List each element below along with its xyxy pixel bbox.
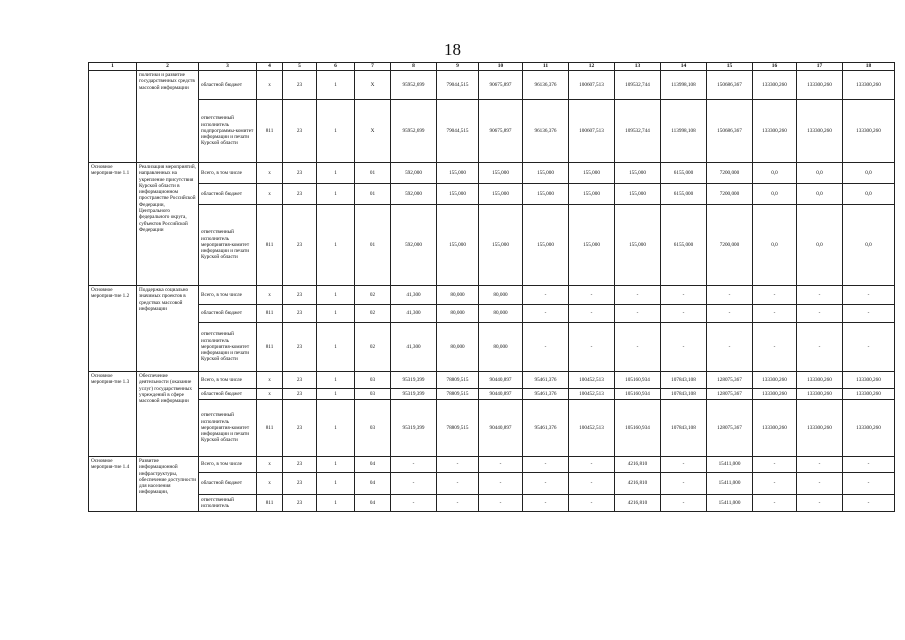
table-row (89, 495, 895, 512)
column-header: 2 (137, 63, 199, 71)
value-cell: 150686,367 (707, 71, 753, 100)
value-cell: 811 (257, 100, 283, 163)
value-cell: 78809,515 (437, 400, 479, 457)
value-cell: - (569, 323, 615, 372)
value-cell: - (753, 457, 797, 473)
value-cell: 90440,897 (479, 389, 523, 400)
value-cell: 03 (355, 400, 391, 457)
value-cell: 0,0 (797, 205, 843, 286)
value-cell: - (797, 305, 843, 323)
column-header: 8 (391, 63, 437, 71)
value-cell: 04 (355, 495, 391, 512)
value-cell: - (569, 473, 615, 495)
value-cell: - (753, 305, 797, 323)
value-cell: - (479, 473, 523, 495)
funding-source-cell: областной бюджет (199, 71, 257, 100)
value-cell: 4216,810 (615, 495, 661, 512)
table-row (89, 100, 895, 163)
value-cell: 133300,260 (797, 100, 843, 163)
value-cell: 128075,367 (707, 372, 753, 389)
column-header: 9 (437, 63, 479, 71)
value-cell: - (661, 286, 707, 305)
value-cell: 01 (355, 184, 391, 205)
row-title-cell: политики и развитие государственных средств массовой информации (137, 71, 199, 163)
value-cell: 133300,260 (843, 372, 895, 389)
column-header: 17 (797, 63, 843, 71)
value-cell: 100452,513 (569, 372, 615, 389)
value-cell: - (797, 495, 843, 512)
value-cell: - (523, 495, 569, 512)
value-cell: - (797, 323, 843, 372)
table-row (89, 457, 895, 473)
value-cell: 23 (283, 372, 317, 389)
funding-source-cell: областной бюджет (199, 473, 257, 495)
value-cell: 90675,897 (479, 100, 523, 163)
table-row (89, 184, 895, 205)
row-title-cell: Реализация мероприятий, направленных на укрепление присутствия Курской области в информационном пространстве Российской Федерации, Центрального федерального округа, субъектов Российской Федерации (137, 163, 199, 286)
table-row (89, 71, 895, 100)
value-cell: 133300,260 (753, 389, 797, 400)
value-cell: 7200,000 (707, 163, 753, 184)
value-cell: 155,000 (479, 205, 523, 286)
row-title-cell: Развитие информационной инфраструктуры, обеспечение доступности для населения информации, (137, 457, 199, 512)
value-cell: 1 (317, 473, 355, 495)
value-cell: 592,000 (391, 184, 437, 205)
value-cell: - (569, 305, 615, 323)
value-cell: 105160,934 (615, 389, 661, 400)
value-cell: 95952,699 (391, 100, 437, 163)
value-cell: 100607,513 (569, 100, 615, 163)
value-cell: 04 (355, 457, 391, 473)
column-header: 13 (615, 63, 661, 71)
column-header: 4 (257, 63, 283, 71)
value-cell: 23 (283, 495, 317, 512)
table-row (89, 473, 895, 495)
value-cell: 1 (317, 163, 355, 184)
value-cell: x (257, 71, 283, 100)
value-cell: 155,000 (615, 184, 661, 205)
value-cell: 6155,000 (661, 205, 707, 286)
value-cell: - (437, 473, 479, 495)
value-cell: 01 (355, 205, 391, 286)
value-cell: 133300,260 (843, 389, 895, 400)
value-cell: x (257, 163, 283, 184)
value-cell: 4216,810 (615, 457, 661, 473)
value-cell: 133300,260 (797, 372, 843, 389)
value-cell: 150686,367 (707, 100, 753, 163)
value-cell: 0,0 (843, 205, 895, 286)
value-cell: 80,000 (437, 323, 479, 372)
value-cell: 1 (317, 205, 355, 286)
value-cell: 03 (355, 372, 391, 389)
column-header: 15 (707, 63, 753, 71)
column-header: 6 (317, 63, 355, 71)
value-cell: 128075,367 (707, 400, 753, 457)
value-cell: 95461,376 (523, 389, 569, 400)
funding-source-cell: ответственный исполнитель мероприятия-комитет информации и печати Курской области (199, 205, 257, 286)
value-cell: x (257, 473, 283, 495)
funding-source-cell: ответственный исполнитель подпрограммы-комитет информации и печати Курской области (199, 100, 257, 163)
row-title-cell: Обеспечение деятельности (оказание услуг) государственных учреждений в сфере массовой информации (137, 372, 199, 457)
value-cell: 23 (283, 205, 317, 286)
value-cell: - (661, 323, 707, 372)
value-cell: 109532,744 (615, 100, 661, 163)
value-cell: 78809,515 (437, 389, 479, 400)
value-cell: 23 (283, 457, 317, 473)
value-cell: 133300,260 (797, 400, 843, 457)
table-row (89, 323, 895, 372)
value-cell: 80,000 (437, 305, 479, 323)
row-code-cell: Основное мероприя-тие 1.3 (89, 372, 137, 457)
funding-source-cell: Всего, в том числе (199, 286, 257, 305)
value-cell: - (843, 305, 895, 323)
table-row (89, 286, 895, 305)
value-cell: - (843, 286, 895, 305)
value-cell: 7200,000 (707, 184, 753, 205)
value-cell: 128075,367 (707, 389, 753, 400)
value-cell: 90440,897 (479, 372, 523, 389)
value-cell: X (355, 71, 391, 100)
value-cell: - (569, 495, 615, 512)
funding-source-cell: областной бюджет (199, 305, 257, 323)
value-cell: 95319,399 (391, 400, 437, 457)
page-number: 18 (444, 40, 461, 59)
value-cell: 113998,108 (661, 71, 707, 100)
value-cell: 15411,000 (707, 473, 753, 495)
value-cell: 1 (317, 457, 355, 473)
funding-source-cell: Всего, в том числе (199, 163, 257, 184)
value-cell: 02 (355, 286, 391, 305)
value-cell: 155,000 (437, 163, 479, 184)
value-cell: 811 (257, 323, 283, 372)
value-cell: - (523, 473, 569, 495)
budget-table (88, 62, 895, 512)
value-cell: 23 (283, 305, 317, 323)
value-cell: 90675,897 (479, 71, 523, 100)
value-cell: x (257, 457, 283, 473)
value-cell: 0,0 (843, 184, 895, 205)
value-cell: 6155,000 (661, 163, 707, 184)
value-cell: 23 (283, 100, 317, 163)
value-cell: x (257, 184, 283, 205)
row-code-cell: Основное мероприя-тие 1.4 (89, 457, 137, 512)
value-cell: - (391, 457, 437, 473)
value-cell: 41,300 (391, 286, 437, 305)
value-cell: 105160,934 (615, 372, 661, 389)
value-cell: - (523, 286, 569, 305)
value-cell: - (797, 457, 843, 473)
value-cell: 95461,376 (523, 400, 569, 457)
value-cell: 100607,513 (569, 71, 615, 100)
value-cell: 133300,260 (753, 71, 797, 100)
value-cell: 1 (317, 71, 355, 100)
value-cell: 95952,699 (391, 71, 437, 100)
column-header: 10 (479, 63, 523, 71)
value-cell: 133300,260 (797, 389, 843, 400)
column-header: 5 (283, 63, 317, 71)
table-row (89, 400, 895, 457)
value-cell: 6155,000 (661, 184, 707, 205)
value-cell: - (523, 305, 569, 323)
value-cell: 23 (283, 286, 317, 305)
value-cell: 04 (355, 473, 391, 495)
value-cell: 133300,260 (843, 100, 895, 163)
value-cell: 90440,897 (479, 400, 523, 457)
value-cell: 133300,260 (843, 400, 895, 457)
value-cell: - (797, 286, 843, 305)
value-cell: 23 (283, 323, 317, 372)
value-cell: 95319,399 (391, 389, 437, 400)
value-cell: - (391, 473, 437, 495)
column-header: 3 (199, 63, 257, 71)
value-cell: 109532,744 (615, 71, 661, 100)
value-cell: - (843, 457, 895, 473)
table-row (89, 372, 895, 389)
value-cell: 23 (283, 473, 317, 495)
value-cell: 1 (317, 400, 355, 457)
value-cell: 03 (355, 389, 391, 400)
value-cell: 133300,260 (753, 400, 797, 457)
funding-source-cell: ответственный исполнитель мероприятия-комитет информации и печати Курской области (199, 323, 257, 372)
value-cell: 155,000 (569, 184, 615, 205)
value-cell: - (523, 457, 569, 473)
column-header: 16 (753, 63, 797, 71)
value-cell: 107843,108 (661, 389, 707, 400)
value-cell: 155,000 (437, 184, 479, 205)
value-cell: 133300,260 (753, 100, 797, 163)
value-cell: 41,300 (391, 323, 437, 372)
value-cell: - (437, 457, 479, 473)
value-cell: 100452,513 (569, 389, 615, 400)
value-cell: x (257, 372, 283, 389)
value-cell: 23 (283, 400, 317, 457)
value-cell: 41,300 (391, 305, 437, 323)
value-cell: 155,000 (569, 205, 615, 286)
value-cell: 107843,108 (661, 400, 707, 457)
value-cell: 113998,108 (661, 100, 707, 163)
funding-source-cell: Всего, в том числе (199, 457, 257, 473)
value-cell: - (615, 286, 661, 305)
value-cell: x (257, 286, 283, 305)
value-cell: 80,000 (479, 323, 523, 372)
value-cell: - (569, 457, 615, 473)
value-cell: 133300,260 (753, 372, 797, 389)
value-cell: 0,0 (753, 184, 797, 205)
value-cell: x (257, 389, 283, 400)
value-cell: - (661, 495, 707, 512)
value-cell: 23 (283, 71, 317, 100)
value-cell: 155,000 (569, 163, 615, 184)
value-cell: - (707, 305, 753, 323)
value-cell: - (753, 473, 797, 495)
value-cell: 811 (257, 400, 283, 457)
value-cell: 02 (355, 323, 391, 372)
value-cell: 80,000 (479, 305, 523, 323)
value-cell: 155,000 (615, 205, 661, 286)
value-cell: 01 (355, 163, 391, 184)
value-cell: 811 (257, 495, 283, 512)
value-cell: - (843, 473, 895, 495)
value-cell: 78809,515 (437, 372, 479, 389)
value-cell: 155,000 (479, 184, 523, 205)
value-cell: 155,000 (523, 163, 569, 184)
row-code-cell (89, 71, 137, 163)
value-cell: - (437, 495, 479, 512)
value-cell: - (391, 495, 437, 512)
value-cell: - (753, 286, 797, 305)
column-header: 11 (523, 63, 569, 71)
value-cell: 23 (283, 163, 317, 184)
value-cell: 155,000 (523, 184, 569, 205)
value-cell: 133300,260 (843, 71, 895, 100)
value-cell: - (479, 495, 523, 512)
value-cell: 02 (355, 305, 391, 323)
value-cell: 80,000 (437, 286, 479, 305)
value-cell: 100452,513 (569, 400, 615, 457)
value-cell: 1 (317, 286, 355, 305)
value-cell: - (843, 495, 895, 512)
value-cell: 0,0 (753, 205, 797, 286)
value-cell: 105160,934 (615, 400, 661, 457)
value-cell: 95461,376 (523, 372, 569, 389)
value-cell: 15411,000 (707, 495, 753, 512)
header-row (89, 63, 895, 71)
value-cell: 1 (317, 100, 355, 163)
value-cell: 155,000 (479, 163, 523, 184)
value-cell: 0,0 (797, 184, 843, 205)
value-cell: X (355, 100, 391, 163)
value-cell: 133300,260 (797, 71, 843, 100)
table-row (89, 389, 895, 400)
value-cell: - (753, 323, 797, 372)
value-cell: - (661, 457, 707, 473)
value-cell: 811 (257, 305, 283, 323)
row-title-cell: Поддержка социально значимых проектов в средствах массовой информации (137, 286, 199, 372)
row-code-cell: Основное мероприя-тие 1.1 (89, 163, 137, 286)
value-cell: 107843,108 (661, 372, 707, 389)
value-cell: 155,000 (615, 163, 661, 184)
value-cell: 0,0 (797, 163, 843, 184)
row-code-cell: Основное мероприя-тие 1.2 (89, 286, 137, 372)
column-header: 7 (355, 63, 391, 71)
value-cell: - (753, 495, 797, 512)
value-cell: 1 (317, 389, 355, 400)
value-cell: - (523, 323, 569, 372)
column-header: 1 (89, 63, 137, 71)
value-cell: 80,000 (479, 286, 523, 305)
value-cell: 15411,000 (707, 457, 753, 473)
value-cell: 592,000 (391, 163, 437, 184)
funding-source-cell: ответственный исполнитель (199, 495, 257, 512)
value-cell: 4216,810 (615, 473, 661, 495)
value-cell: 1 (317, 184, 355, 205)
value-cell: 1 (317, 305, 355, 323)
value-cell: 592,000 (391, 205, 437, 286)
value-cell: 155,000 (523, 205, 569, 286)
column-header: 18 (843, 63, 895, 71)
table-row (89, 163, 895, 184)
value-cell: - (661, 473, 707, 495)
funding-source-cell: областной бюджет (199, 184, 257, 205)
table-row (89, 305, 895, 323)
value-cell: - (843, 323, 895, 372)
column-header: 14 (661, 63, 707, 71)
column-header: 12 (569, 63, 615, 71)
value-cell: - (707, 323, 753, 372)
funding-source-cell: областной бюджет (199, 389, 257, 400)
value-cell: 96136,376 (523, 100, 569, 163)
value-cell: 0,0 (843, 163, 895, 184)
funding-source-cell: Всего, в том числе (199, 372, 257, 389)
value-cell: - (797, 473, 843, 495)
value-cell: - (707, 286, 753, 305)
value-cell: 96136,376 (523, 71, 569, 100)
value-cell: 1 (317, 495, 355, 512)
value-cell: 155,000 (437, 205, 479, 286)
value-cell: 23 (283, 389, 317, 400)
value-cell: - (615, 323, 661, 372)
value-cell: - (615, 305, 661, 323)
value-cell: 1 (317, 372, 355, 389)
table-row (89, 205, 895, 286)
value-cell: 811 (257, 205, 283, 286)
value-cell: - (479, 457, 523, 473)
value-cell: - (569, 286, 615, 305)
value-cell: 79044,515 (437, 71, 479, 100)
value-cell: 0,0 (753, 163, 797, 184)
value-cell: 1 (317, 323, 355, 372)
value-cell: 23 (283, 184, 317, 205)
funding-source-cell: ответственный исполнитель мероприятия-комитет информации и печати Курской области (199, 400, 257, 457)
value-cell: - (661, 305, 707, 323)
value-cell: 7200,000 (707, 205, 753, 286)
value-cell: 95319,399 (391, 372, 437, 389)
value-cell: 79044,515 (437, 100, 479, 163)
